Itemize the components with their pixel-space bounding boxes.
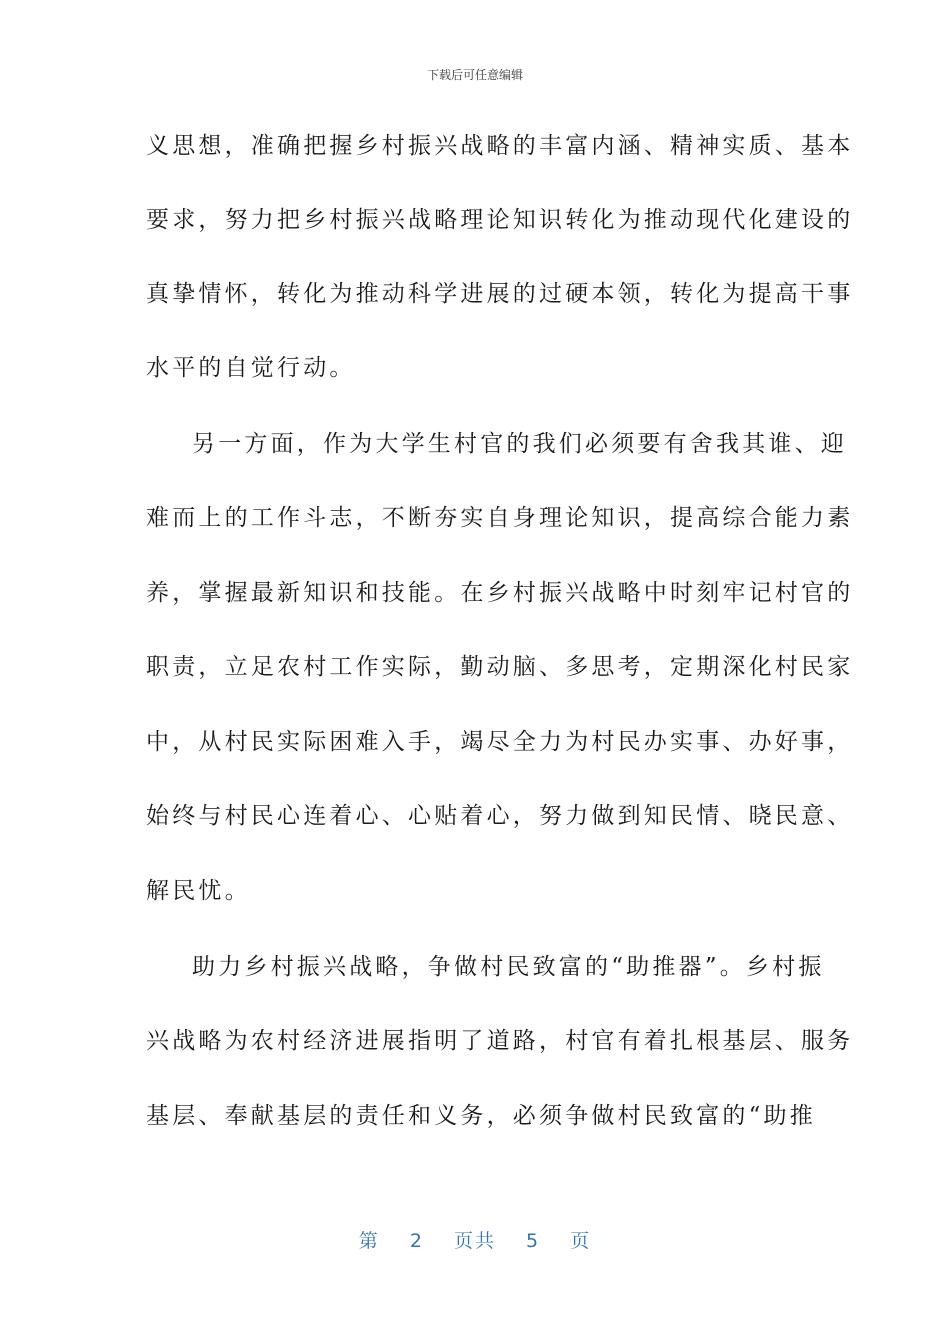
text-line: 难而上的工作斗志，不断夯实自身理论知识，提高综合能力素	[146, 505, 854, 531]
text-line: 职责，立足农村工作实际，勤动脑、多思考，定期深化村民家	[146, 654, 854, 680]
text-line: 义思想，准确把握乡村振兴战略的丰富内涵、精神实质、基本	[146, 133, 854, 159]
text-line: 要求，努力把乡村振兴战略理论知识转化为推动现代化建设的	[146, 207, 854, 233]
text-line: 始终与村民心连着心、心贴着心，努力做到知民情、晓民意、	[146, 803, 854, 829]
text-line: 水平的自觉行动。	[146, 355, 356, 381]
current-page-number: 2	[409, 1230, 424, 1252]
header-note: 下载后可任意编辑	[426, 68, 523, 82]
footer-prefix: 第	[358, 1230, 380, 1252]
text-line: 兴战略为农村经济进展指明了道路，村官有着扎根基层、服务	[146, 1028, 854, 1054]
text-line: 中，从村民实际困难入手，竭尽全力为村民办实事、办好事，	[146, 729, 854, 755]
page-footer	[0, 1226, 950, 1253]
footer-middle: 页共	[453, 1230, 496, 1252]
text-line: 真挚情怀，转化为推动科学进展的过硬本领，转化为提高干事	[146, 281, 854, 307]
footer-suffix: 页	[570, 1230, 592, 1252]
text-line: 基层、奉献基层的责任和义务，必须争做村民致富的“助推	[146, 1103, 816, 1129]
text-line: 解民忧。	[146, 878, 251, 904]
text-line: 另一方面，作为大学生村官的我们必须要有舍我其谁、迎	[192, 431, 847, 457]
text-line: 养，掌握最新知识和技能。在乡村振兴战略中时刻牢记村官的	[146, 580, 854, 606]
text-line: 助力乡村振兴战略，争做村民致富的“助推器”。乡村振	[192, 954, 825, 980]
total-pages-number: 5	[526, 1230, 541, 1252]
